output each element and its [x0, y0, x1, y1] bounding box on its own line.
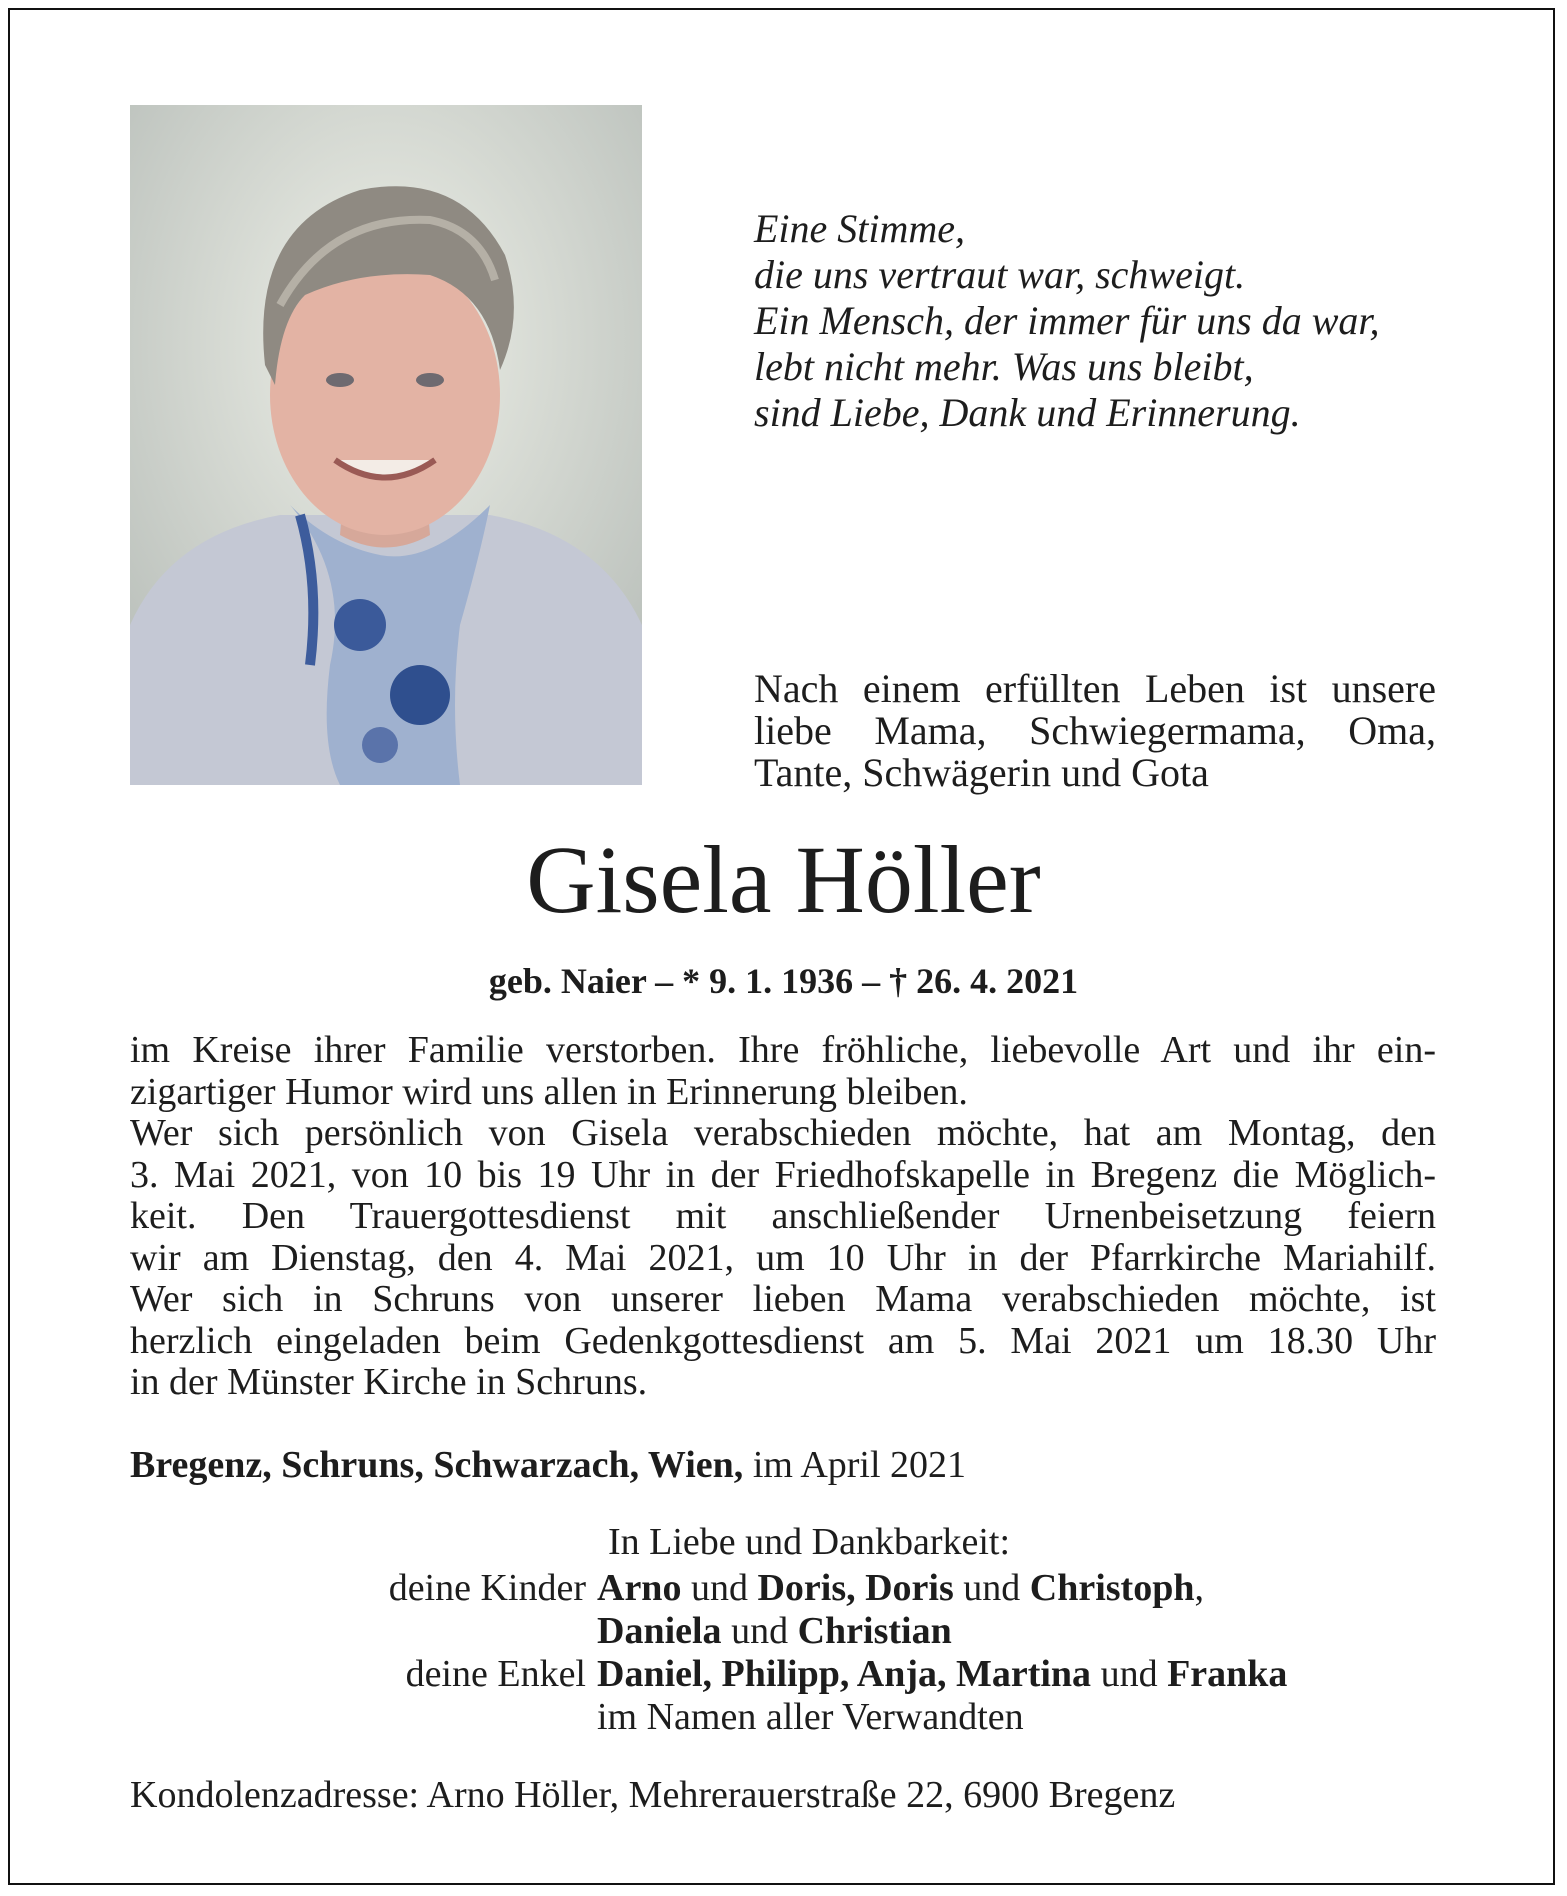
body-line: keit. Den Trauergottesdienst mit anschließender Urnenbeisetzung feiern — [130, 1195, 1436, 1237]
memorial-poem — [754, 206, 1474, 436]
portrait-photo — [130, 105, 642, 785]
body-line: Wer sich persönlich von Gisela verabschieden möchte, hat am Montag, den — [130, 1112, 1436, 1154]
intro-word: Schwiegermama, — [1029, 708, 1306, 753]
child-name: Christian — [797, 1610, 952, 1652]
grandchildren-names — [597, 1653, 1287, 1696]
body-line: wir am Dienstag, den 4. Mai 2021, um 10 Uhr in der Pfarrkirche Mariahilf. — [130, 1236, 1436, 1279]
places-names: Bregenz, Schruns, Schwarzach, Wien, — [130, 1444, 744, 1486]
announcement-body — [130, 1030, 1436, 1404]
grandchild-name: Franka — [1167, 1653, 1288, 1695]
intro-word: Oma, — [1348, 708, 1436, 753]
connector: , — [1194, 1567, 1204, 1609]
poem-line: sind Liebe, Dank und Erinnerung. — [754, 390, 1301, 435]
deceased-name: Gisela Höller — [526, 826, 1041, 933]
intro-word: unsere — [1331, 666, 1436, 711]
intro-word: einem — [862, 666, 961, 711]
grandchildren-row — [130, 1653, 1460, 1696]
connector: und — [721, 1610, 798, 1652]
grandchildren-label: deine Enkel — [405, 1653, 586, 1695]
child-name: Doris, Doris — [757, 1567, 954, 1609]
intro-line — [754, 710, 1436, 752]
body-line: zigartiger Humor wird uns allen in Erinnerung bleiben. — [130, 1070, 968, 1113]
birth-death-dates: geb. Naier – * 9. 1. 1936 – † 26. 4. 2021 — [488, 961, 1079, 1001]
intro-word: erfüllten — [985, 666, 1121, 711]
connector: und — [1091, 1653, 1168, 1695]
relatives-text: im Namen aller Verwandten — [597, 1696, 1024, 1738]
children-names — [597, 1610, 952, 1653]
poem-line: die uns vertraut war, schweigt. — [754, 252, 1246, 297]
body-line: Wer sich in Schruns von unserer lieben Mama verabschieden möchte, ist — [130, 1278, 1436, 1320]
body-line: in der Münster Kirche in Schruns. — [130, 1361, 648, 1403]
connector: und — [953, 1567, 1030, 1609]
child-name: Daniela — [597, 1610, 722, 1652]
poem-line: Eine Stimme, — [754, 206, 966, 251]
poem-line: Ein Mensch, der immer für uns da war, — [754, 298, 1380, 343]
empty-label — [130, 1696, 597, 1739]
children-label: deine Kinder — [388, 1567, 586, 1609]
children-row — [130, 1567, 1460, 1610]
intro-word: Leben — [1144, 666, 1245, 711]
intro-word: liebe — [754, 708, 832, 753]
child-name: Christoph — [1029, 1567, 1195, 1609]
intro-line — [754, 668, 1436, 710]
condolence-address: Kondolenzadresse: Arno Höller, Mehrerauerstraße 22, 6900 Bregenz — [130, 1774, 1176, 1816]
grandchild-name: Daniel, Philipp, Anja, Martina — [597, 1653, 1092, 1695]
body-line: im Kreise ihrer Familie verstorben. Ihre fröhliche, liebevolle Art und ihr ein- — [130, 1029, 1436, 1071]
intro-word: Mama, — [874, 708, 987, 753]
children-names — [597, 1567, 1204, 1610]
intro-word: Nach — [754, 666, 839, 711]
children-row-continued — [130, 1610, 1460, 1653]
connector: und — [681, 1567, 758, 1609]
relatives-row — [130, 1696, 1460, 1739]
places-and-date — [130, 1443, 1436, 1487]
places-date: im April 2021 — [743, 1444, 967, 1486]
mourners-list — [130, 1567, 1460, 1739]
body-line: 3. Mai 2021, von 10 bis 19 Uhr in der Friedhofskapelle in Bregenz die Möglich- — [130, 1153, 1436, 1196]
intro-text — [754, 668, 1436, 794]
child-name: Arno — [597, 1567, 682, 1609]
intro-line: Tante, Schwägerin und Gota — [754, 750, 1209, 795]
intro-word: ist — [1269, 666, 1308, 711]
thanks-line: In Liebe und Dankbarkeit: — [608, 1521, 1011, 1563]
poem-line: lebt nicht mehr. Was uns bleibt, — [754, 344, 1254, 389]
body-line: herzlich eingeladen beim Gedenkgottesdienst am 5. Mai 2021 um 18.30 Uhr — [130, 1319, 1436, 1362]
empty-label — [130, 1610, 597, 1653]
portrait-illustration — [130, 105, 642, 785]
